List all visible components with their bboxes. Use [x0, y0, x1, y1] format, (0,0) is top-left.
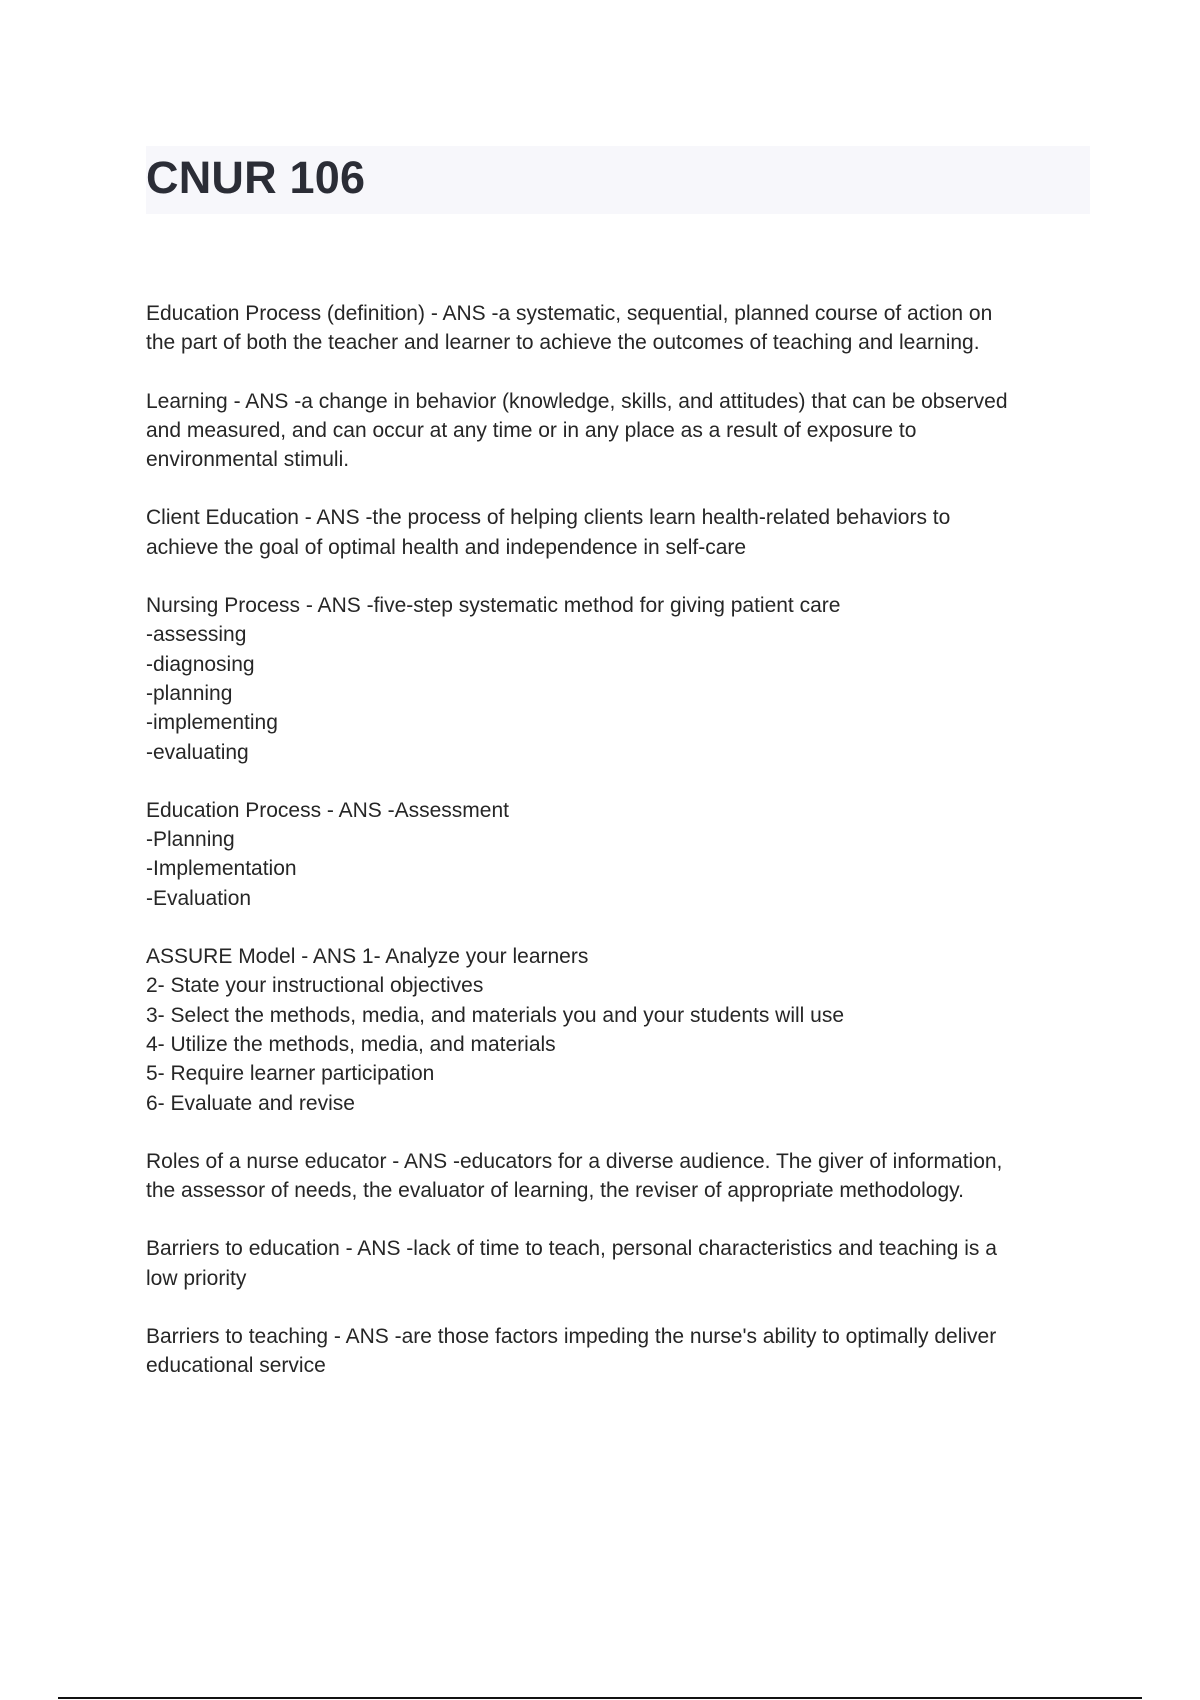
qa-entry — [146, 591, 1086, 767]
qa-line: -Evaluation — [146, 886, 252, 910]
qa-line: -diagnosing — [146, 652, 255, 676]
qa-line: 2- State your instructional objectives — [146, 974, 484, 998]
qa-entry — [146, 299, 1086, 358]
qa-line: 3- Select the methods, media, and materials you and your students will use — [146, 1003, 845, 1027]
qa-line: 5- Require learner participation — [146, 1062, 435, 1086]
qa-entry — [146, 1322, 1086, 1381]
qa-entry — [146, 942, 1086, 1118]
qa-line: the assessor of needs, the evaluator of learning, the reviser of appropriate methodology. — [146, 1179, 964, 1203]
qa-line: -evaluating — [146, 740, 249, 764]
qa-line: environmental stimuli. — [146, 448, 350, 472]
qa-line: 6- Evaluate and revise — [146, 1091, 355, 1115]
qa-entry — [146, 1234, 1086, 1293]
qa-line: 4- Utilize the methods, media, and materials — [146, 1032, 556, 1056]
page-title: CNUR 106 — [146, 152, 366, 203]
qa-line: ASSURE Model - ANS 1- Analyze your learners — [146, 945, 589, 969]
qa-line: Education Process - ANS -Assessment — [146, 798, 509, 822]
qa-line: Barriers to teaching - ANS -are those factors impeding the nurse's ability to optimally deliver — [146, 1325, 997, 1349]
qa-line: achieve the goal of optimal health and independence in self-care — [146, 535, 747, 559]
qa-line: Roles of a nurse educator - ANS -educators for a diverse audience. The giver of information, — [146, 1149, 1003, 1173]
qa-line: -Planning — [146, 828, 235, 852]
qa-line: and measured, and can occur at any time or in any place as a result of exposure to — [146, 418, 917, 442]
qa-line: Barriers to education - ANS -lack of time to teach, personal characteristics and teaching is a — [146, 1237, 997, 1261]
qa-line: Learning - ANS -a change in behavior (knowledge, skills, and attitudes) that can be observed — [146, 389, 1008, 413]
qa-line: the part of both the teacher and learner to achieve the outcomes of teaching and learning. — [146, 331, 980, 355]
qa-entry — [146, 1147, 1086, 1206]
qa-line: Nursing Process - ANS -five-step systematic method for giving patient care — [146, 594, 841, 618]
qa-line: low priority — [146, 1266, 247, 1290]
qa-line: -implementing — [146, 711, 278, 735]
qa-line: Client Education - ANS -the process of helping clients learn health-related behaviors to — [146, 506, 951, 530]
qa-entry — [146, 387, 1086, 475]
footer-rule — [58, 1697, 1142, 1699]
qa-line: -planning — [146, 681, 233, 705]
qa-line: -Implementation — [146, 857, 297, 881]
qa-line: educational service — [146, 1354, 326, 1378]
qa-list — [146, 299, 1086, 1410]
qa-entry — [146, 503, 1086, 562]
qa-entry — [146, 796, 1086, 913]
qa-line: Education Process (definition) - ANS -a systematic, sequential, planned course of action on — [146, 302, 993, 325]
qa-line: -assessing — [146, 623, 247, 647]
